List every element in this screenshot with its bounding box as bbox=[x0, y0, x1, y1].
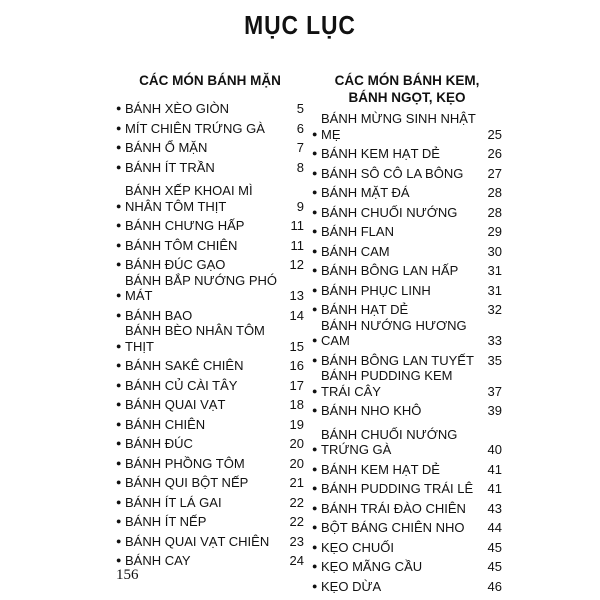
toc-entry bbox=[116, 530, 304, 550]
bullet-icon: ● bbox=[116, 200, 122, 211]
bullet-icon: ● bbox=[116, 477, 122, 487]
toc-entry-page: 22 bbox=[289, 494, 304, 510]
toc-entry-title: BÁNH SAKÊ CHIÊN bbox=[125, 358, 244, 373]
toc-entry-page: 18 bbox=[289, 397, 304, 412]
toc-entry-title: BÁNH QUI BỘT NẾP bbox=[125, 475, 249, 490]
bullet-icon: ● bbox=[312, 444, 318, 454]
toc-entry bbox=[312, 419, 502, 458]
bullet-icon: ● bbox=[312, 304, 318, 314]
bullet-icon: ● bbox=[312, 405, 318, 415]
toc-entry-page: 28 bbox=[487, 185, 502, 200]
toc-entry-title: BÁNH CAM bbox=[321, 243, 390, 259]
toc-entry-title: BÁNH BÈO NHÂN TÔM THỊT bbox=[125, 323, 265, 354]
toc-entry bbox=[312, 201, 502, 221]
toc-entry-page: 46 bbox=[487, 578, 502, 594]
bullet-icon: ● bbox=[116, 360, 122, 370]
toc-entry-title: BÁNH TÔM CHIÊN bbox=[125, 237, 238, 253]
toc-entry-title: BÁNH XÈO GIÒN bbox=[125, 101, 230, 116]
toc-entry-title: KẸO MÃNG CẦU bbox=[321, 559, 423, 574]
toc-entry bbox=[312, 220, 502, 240]
toc-entry-title: BỘT BÁNG CHIÊN NHO bbox=[321, 520, 465, 535]
toc-entry-title: BÁNH TRÁI ĐÀO CHIÊN bbox=[321, 500, 466, 516]
toc-entry-page: 31 bbox=[487, 282, 502, 298]
toc-entry-title: BÁNH BÔNG LAN TUYẾT bbox=[321, 352, 474, 368]
toc-entry-title: BÁNH PUDDING TRÁI LÊ bbox=[321, 481, 474, 496]
toc-entry-page: 21 bbox=[289, 475, 304, 490]
bullet-icon: ● bbox=[312, 385, 318, 396]
toc-entry-page: 16 bbox=[289, 358, 304, 373]
toc-entry-page: 11 bbox=[290, 237, 304, 253]
toc-entry-page: 41 bbox=[487, 481, 502, 496]
toc-entry bbox=[116, 413, 304, 433]
toc-entry-page: 5 bbox=[296, 101, 304, 116]
toc-entry-page: 25 bbox=[487, 126, 502, 142]
toc-entry-page: 22 bbox=[289, 514, 304, 529]
toc-entry-page: 6 bbox=[296, 120, 304, 136]
bullet-icon: ● bbox=[116, 535, 122, 546]
toc-entry bbox=[312, 575, 502, 595]
toc-entry-page: 13 bbox=[289, 288, 304, 303]
toc-entry-title: BÁNH ÍT TRẦN bbox=[125, 159, 215, 175]
toc-entry-page: 19 bbox=[289, 416, 304, 432]
bullet-icon: ● bbox=[116, 122, 122, 133]
toc-entry bbox=[116, 393, 304, 413]
toc-entry bbox=[116, 471, 304, 491]
bullet-icon: ● bbox=[116, 239, 122, 250]
toc-entry-page: 45 bbox=[487, 539, 502, 555]
toc-entry-page: 8 bbox=[296, 159, 304, 175]
toc-entry bbox=[116, 549, 304, 569]
toc-entry bbox=[312, 259, 502, 279]
bullet-icon: ● bbox=[116, 259, 122, 269]
bullet-icon: ● bbox=[312, 265, 318, 275]
toc-entry-title: BÁNH CHUỐI NƯỚNG bbox=[321, 204, 458, 220]
toc-entry-title: BÁNH MẶT ĐÁ bbox=[321, 185, 410, 200]
toc-entry-page: 37 bbox=[487, 383, 502, 399]
toc-entry bbox=[312, 477, 502, 497]
toc-entry-page: 9 bbox=[296, 198, 304, 214]
toc-entry-page: 41 bbox=[487, 461, 502, 477]
toc-entry-page: 17 bbox=[289, 377, 304, 393]
toc-entry-title: BÁNH KEM HẠT DẺ bbox=[321, 461, 440, 477]
toc-entry bbox=[116, 234, 304, 254]
toc-entry bbox=[116, 97, 304, 117]
bullet-icon: ● bbox=[312, 463, 318, 474]
toc-entry-title: BÁNH CAY bbox=[125, 553, 191, 568]
bullet-icon: ● bbox=[312, 148, 318, 158]
toc-entry-title: BÁNH ĐÚC GẠO bbox=[125, 257, 226, 272]
toc-entry-title: BÁNH ÍT LÁ GAI bbox=[125, 494, 222, 510]
toc-entry-page: 11 bbox=[290, 218, 304, 233]
toc-entry-page: 7 bbox=[296, 140, 304, 155]
bullet-icon: ● bbox=[116, 438, 122, 448]
bullet-icon: ● bbox=[116, 399, 122, 409]
toc-entry-page: 23 bbox=[289, 533, 304, 549]
toc-entry bbox=[312, 458, 502, 478]
section-heading-line: CÁC MÓN BÁNH KEM, bbox=[334, 73, 480, 88]
toc-entry-title: BÁNH PHỤC LINH bbox=[321, 282, 431, 298]
toc-entry-title: BÁNH PHỒNG TÔM bbox=[125, 455, 245, 471]
toc-entry-page: 14 bbox=[289, 307, 304, 323]
toc-entry bbox=[312, 368, 502, 399]
bullet-icon: ● bbox=[312, 206, 318, 217]
toc-entry-title: BÁNH BẮP NƯỚNG PHÓ MÁT bbox=[125, 272, 278, 303]
toc-entry-page: 12 bbox=[289, 257, 304, 272]
bullet-icon: ● bbox=[116, 290, 122, 300]
toc-entry bbox=[312, 536, 502, 556]
toc-entry bbox=[116, 214, 304, 234]
toc-entry bbox=[312, 497, 502, 517]
toc-entry-page: 26 bbox=[487, 146, 502, 161]
toc-entry-title: BÁNH QUAI VẠT bbox=[125, 397, 226, 412]
toc-entry-page: 30 bbox=[487, 243, 502, 259]
bullet-icon: ● bbox=[116, 220, 122, 230]
toc-entry-page: 20 bbox=[289, 436, 304, 451]
toc-entry bbox=[116, 432, 304, 452]
bullet-icon: ● bbox=[312, 245, 318, 256]
page-number: 156 bbox=[116, 567, 139, 583]
toc-entry-title: BÁNH PUDDING KEM TRÁI CÂY bbox=[321, 368, 453, 399]
bullet-icon: ● bbox=[116, 309, 122, 320]
toc-entry bbox=[312, 162, 502, 182]
toc-entry-page: 27 bbox=[487, 165, 502, 181]
toc-entry-title: BÁNH NHO KHÔ bbox=[321, 403, 422, 418]
toc-entry-title: BÁNH QUAI VẠT CHIÊN bbox=[125, 533, 270, 549]
bullet-icon: ● bbox=[312, 502, 318, 513]
toc-entry bbox=[116, 136, 304, 156]
toc-entry-page: 45 bbox=[487, 559, 502, 574]
toc-entry bbox=[312, 240, 502, 260]
toc-entry-title: BÁNH BÔNG LAN HẤP bbox=[321, 263, 459, 278]
toc-entry-title: KẸO CHUỐI bbox=[321, 539, 394, 555]
toc-entry bbox=[312, 142, 502, 162]
section-heading-sweets bbox=[312, 72, 502, 106]
toc-entry-page: 44 bbox=[487, 520, 502, 535]
toc-entry-title: BÁNH XẾP KHOAI MÌ NHÂN TÔM THỊT bbox=[125, 183, 253, 214]
bullet-icon: ● bbox=[312, 580, 318, 591]
bullet-icon: ● bbox=[312, 187, 318, 197]
toc-entry-page: 35 bbox=[487, 352, 502, 368]
toc-entry-title: BÁNH CỦ CÀI TÂY bbox=[125, 377, 238, 393]
toc-entry-title: BÁNH NƯỚNG HƯƠNG CAM bbox=[321, 317, 467, 348]
toc-entry bbox=[116, 374, 304, 394]
toc-entry-page: 43 bbox=[487, 500, 502, 516]
toc-entry bbox=[312, 399, 502, 419]
toc-entry-title: BÁNH MỪNG SINH NHẬT MẸ bbox=[321, 111, 476, 142]
toc-entry-page: 40 bbox=[487, 442, 502, 457]
bullet-icon: ● bbox=[116, 103, 122, 113]
toc-entry bbox=[116, 323, 304, 354]
toc-entry bbox=[312, 298, 502, 318]
toc-entry-title: BÁNH CHIÊN bbox=[125, 416, 206, 432]
toc-column-right bbox=[312, 72, 502, 594]
toc-entry bbox=[116, 117, 304, 137]
toc-entry bbox=[116, 253, 304, 273]
toc-entry bbox=[116, 304, 304, 324]
bullet-icon: ● bbox=[116, 161, 122, 172]
toc-entry-page: 32 bbox=[487, 302, 502, 317]
toc-entry-title: BÁNH FLAN bbox=[321, 224, 394, 239]
bullet-icon: ● bbox=[116, 496, 122, 507]
toc-entry-page: 33 bbox=[487, 333, 502, 348]
toc-entry bbox=[116, 491, 304, 511]
toc-entry bbox=[312, 181, 502, 201]
bullet-icon: ● bbox=[312, 561, 318, 571]
toc-entry-title: MÍT CHIÊN TRỨNG GÀ bbox=[125, 120, 265, 136]
bullet-icon: ● bbox=[116, 516, 122, 526]
bullet-icon: ● bbox=[116, 142, 122, 152]
toc-entry bbox=[312, 516, 502, 536]
toc-entry-page: 31 bbox=[487, 263, 502, 278]
section-heading-line: BÁNH NGỌT, KẸO bbox=[348, 90, 466, 105]
toc-entry-title: BÁNH HẠT DẺ bbox=[321, 302, 409, 317]
section-heading-savory bbox=[116, 72, 304, 92]
toc-entry-page: 20 bbox=[289, 455, 304, 471]
toc-entry-title: BÁNH CHUỐI NƯỚNG TRỨNG GÀ bbox=[321, 426, 458, 457]
toc-column-left bbox=[116, 72, 304, 569]
toc-entry-page: 39 bbox=[487, 403, 502, 418]
bullet-icon: ● bbox=[312, 541, 318, 552]
bullet-icon: ● bbox=[312, 284, 318, 295]
toc-entry bbox=[312, 279, 502, 299]
toc-entry-page: 28 bbox=[487, 204, 502, 220]
bullet-icon: ● bbox=[116, 379, 122, 390]
toc-entry bbox=[312, 318, 502, 349]
toc-entry bbox=[312, 111, 502, 142]
section-heading-line: CÁC MÓN BÁNH MẶN bbox=[139, 73, 281, 88]
toc-entry-title: BÁNH Ổ MẶN bbox=[125, 140, 208, 155]
toc-entry-title: BÁNH BAO bbox=[125, 307, 193, 323]
bullet-icon: ● bbox=[312, 522, 318, 532]
page-title: MỤC LỤC bbox=[244, 10, 356, 40]
toc-entry bbox=[116, 175, 304, 214]
toc-entry-title: BÁNH ĐÚC bbox=[125, 436, 193, 451]
bullet-icon: ● bbox=[312, 128, 318, 139]
toc-list-savory bbox=[116, 97, 304, 569]
bullet-icon: ● bbox=[312, 354, 318, 365]
bullet-icon: ● bbox=[116, 340, 122, 351]
bullet-icon: ● bbox=[116, 418, 122, 429]
toc-entry-title: KẸO DỪA bbox=[321, 578, 382, 594]
toc-entry bbox=[116, 354, 304, 374]
bullet-icon: ● bbox=[116, 555, 122, 565]
toc-list-sweets bbox=[312, 111, 502, 594]
bullet-icon: ● bbox=[116, 457, 122, 468]
toc-entry-title: BÁNH ÍT NẾP bbox=[125, 514, 207, 529]
bullet-icon: ● bbox=[312, 335, 318, 345]
toc-entry bbox=[116, 510, 304, 530]
toc-entry-page: 29 bbox=[487, 224, 502, 239]
toc-entry-title: BÁNH SÔ CÔ LA BÔNG bbox=[321, 165, 464, 181]
toc-entry-page: 24 bbox=[289, 553, 304, 568]
toc-entry-title: BÁNH KEM HẠT DẺ bbox=[321, 146, 440, 161]
toc-entry bbox=[116, 156, 304, 176]
toc-entry-title: BÁNH CHƯNG HẤP bbox=[125, 218, 245, 233]
toc-entry-page: 15 bbox=[289, 338, 304, 354]
bullet-icon: ● bbox=[312, 167, 318, 178]
toc-entry bbox=[312, 349, 502, 369]
toc-entry bbox=[312, 555, 502, 575]
toc-entry bbox=[116, 452, 304, 472]
bullet-icon: ● bbox=[312, 226, 318, 236]
toc-entry bbox=[116, 273, 304, 304]
bullet-icon: ● bbox=[312, 483, 318, 493]
